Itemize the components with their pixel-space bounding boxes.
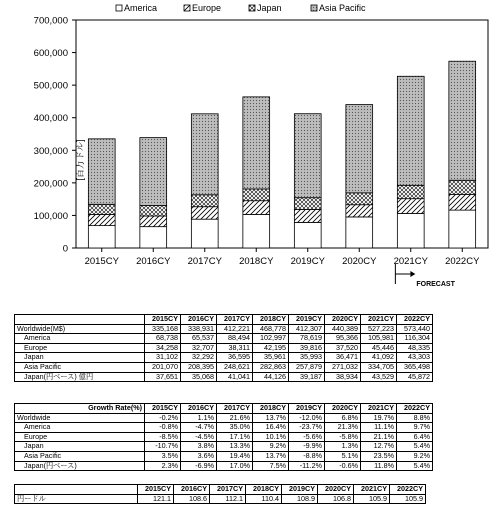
bar-segment-asia-pacific — [243, 97, 270, 189]
bar-segment-america — [294, 222, 321, 248]
fx-header-col: 2022CY — [390, 485, 426, 495]
bar-segment-america — [397, 213, 424, 248]
table-row — [15, 343, 433, 353]
fx-header-col: 2016CY — [174, 485, 210, 495]
bar-segment-asia-pacific — [140, 138, 167, 206]
table-cell: 32,292 — [181, 353, 217, 363]
table-cell: 19.7% — [361, 413, 397, 423]
market-header-col: 2021CY — [361, 315, 397, 325]
table-cell: 3.6% — [181, 451, 217, 461]
table-cell: 13.7% — [253, 413, 289, 423]
x-tick-label: 2017CY — [187, 256, 222, 267]
x-tick-label: 2021CY — [393, 256, 428, 267]
x-tick-label: 2015CY — [84, 256, 119, 267]
growth-header-col: 2019CY — [289, 404, 325, 414]
market-header-col: 2022CY — [397, 315, 433, 325]
table-cell: 21.3% — [325, 423, 361, 433]
bar-segment-asia-pacific — [449, 61, 476, 180]
table-cell: 35.0% — [217, 423, 253, 433]
legend — [116, 3, 366, 13]
table-cell: 43,303 — [397, 353, 433, 363]
bar-segment-america — [88, 226, 115, 248]
table-row — [15, 432, 433, 442]
table-cell: -23.7% — [289, 423, 325, 433]
table-cell: -4.5% — [181, 432, 217, 442]
y-tick-label: 100,000 — [33, 210, 68, 222]
table-cell: 45,446 — [361, 343, 397, 353]
market-header-col: 2015CY — [145, 315, 181, 325]
table-cell: 34,258 — [145, 343, 181, 353]
table-cell: 9.7% — [397, 423, 433, 433]
row-label: America — [15, 423, 145, 433]
growth-header-col: 2020CY — [325, 404, 361, 414]
table-cell: 5.4% — [397, 442, 433, 452]
table-cell: 248,621 — [217, 362, 253, 372]
table-cell: 2.3% — [145, 461, 181, 471]
table-cell: 334,705 — [361, 362, 397, 372]
table-cell: 412,307 — [289, 324, 325, 334]
table-cell: 9.2% — [253, 442, 289, 452]
forecast-label: FORECAST — [416, 281, 455, 288]
market-header-col: 2016CY — [181, 315, 217, 325]
table-cell: -12.0% — [289, 413, 325, 423]
bar-segment-america — [243, 214, 270, 248]
x-tick-label: 2020CY — [342, 256, 377, 267]
table-cell: -11.2% — [289, 461, 325, 471]
table-cell: 65,537 — [181, 334, 217, 344]
growth-header-row — [15, 404, 433, 414]
table-cell: 11.1% — [361, 423, 397, 433]
table-cell: 108.6 — [174, 494, 210, 504]
table-cell: 37,651 — [145, 372, 181, 382]
plot-area — [76, 20, 488, 248]
bar-segment-europe — [191, 207, 218, 219]
exchange-rate-table — [14, 484, 426, 504]
growth-header-col: 2018CY — [253, 404, 289, 414]
y-tick-label: 300,000 — [33, 145, 68, 157]
fx-header-row — [15, 485, 426, 495]
y-tick-label: 200,000 — [33, 178, 68, 190]
table-cell: 32,707 — [181, 343, 217, 353]
bar-segment-europe — [346, 205, 373, 217]
table-cell: 39,187 — [289, 372, 325, 382]
fx-header-col: 2020CY — [318, 485, 354, 495]
table-cell: 110.4 — [246, 494, 282, 504]
table-cell: 23.5% — [361, 451, 397, 461]
table-row — [15, 324, 433, 334]
table-cell: -0.8% — [145, 423, 181, 433]
market-header-col: 2020CY — [325, 315, 361, 325]
table-cell: 121.1 — [138, 494, 174, 504]
table-cell: 412,221 — [217, 324, 253, 334]
table-cell: 105.9 — [390, 494, 426, 504]
bars — [88, 61, 475, 248]
table-cell: 45,872 — [397, 372, 433, 382]
bar-segment-america — [346, 217, 373, 248]
row-label: Japan(円ベース) — [15, 461, 145, 471]
table-cell: 68,738 — [145, 334, 181, 344]
table-cell: 19.4% — [217, 451, 253, 461]
table-cell: 36,595 — [217, 353, 253, 363]
growth-header-col: 2017CY — [217, 404, 253, 414]
growth-header-col: 2016CY — [181, 404, 217, 414]
table-cell: 35,993 — [289, 353, 325, 363]
market-header-col: 2018CY — [253, 315, 289, 325]
fx-header-col: 2019CY — [282, 485, 318, 495]
y-axis — [34, 16, 76, 255]
bar-segment-japan — [191, 195, 218, 207]
table-cell: 6.4% — [397, 432, 433, 442]
table-cell: 5.1% — [325, 451, 361, 461]
table-cell: 9.2% — [397, 451, 433, 461]
y-tick-label: 400,000 — [33, 113, 68, 125]
bar-segment-asia-pacific — [191, 114, 218, 195]
growth-header-col: 2015CY — [145, 404, 181, 414]
table-row — [15, 442, 433, 452]
growth-rate-table — [14, 403, 433, 471]
legend-item-europe — [184, 3, 221, 13]
bar-segment-europe — [140, 216, 167, 227]
legend-label-europe: Europe — [192, 3, 222, 13]
row-label: Japan(円ベース) 億円 — [15, 372, 145, 382]
growth-header-col: 2021CY — [361, 404, 397, 414]
bar-segment-asia-pacific — [294, 114, 321, 198]
table-cell: 338,931 — [181, 324, 217, 334]
bar-segment-asia-pacific — [397, 76, 424, 185]
table-cell: 36,471 — [325, 353, 361, 363]
table-cell: 42,195 — [253, 343, 289, 353]
table-cell: 41,092 — [361, 353, 397, 363]
table-cell: 43,529 — [361, 372, 397, 382]
bar-segment-japan — [88, 204, 115, 214]
y-tick-label: 700,000 — [33, 15, 68, 27]
table-cell: 257,879 — [289, 362, 325, 372]
table-cell: 31,102 — [145, 353, 181, 363]
table-cell: 78,619 — [289, 334, 325, 344]
table-cell: 105.9 — [354, 494, 390, 504]
row-label: Japan — [15, 353, 145, 363]
bar-segment-japan — [243, 189, 270, 201]
table-cell: 95,366 — [325, 334, 361, 344]
table-cell: 41,041 — [217, 372, 253, 382]
table-cell: 21.1% — [361, 432, 397, 442]
fx-header-col: 2017CY — [210, 485, 246, 495]
bar-segment-japan — [294, 198, 321, 210]
table-cell: 88,494 — [217, 334, 253, 344]
row-label: Worldwide — [15, 413, 145, 423]
table-cell: 106.8 — [318, 494, 354, 504]
table-cell: -0.6% — [325, 461, 361, 471]
bar-segment-europe — [88, 214, 115, 225]
y-tick-label: 0 — [62, 243, 68, 255]
legend-label-asia-pacific: Asia Pacific — [319, 3, 366, 13]
table-cell: 38,311 — [217, 343, 253, 353]
table-row — [15, 372, 433, 382]
market-header-col: 2019CY — [289, 315, 325, 325]
bar-segment-japan — [397, 185, 424, 198]
market-header-blank — [15, 315, 145, 325]
bar-segment-europe — [397, 199, 424, 214]
fx-header-col: 2021CY — [354, 485, 390, 495]
table-cell: 11.8% — [361, 461, 397, 471]
table-cell: -0.2% — [145, 413, 181, 423]
row-label: Asia Pacific — [15, 451, 145, 461]
fx-header-col: 2015CY — [138, 485, 174, 495]
bar-segment-japan — [346, 193, 373, 205]
table-row — [15, 353, 433, 363]
y-axis-title: [百万ドル] — [75, 139, 85, 181]
table-row — [15, 334, 433, 344]
table-cell: 282,863 — [253, 362, 289, 372]
table-cell: 17.1% — [217, 432, 253, 442]
market-size-table — [14, 314, 433, 382]
row-label: Europe — [15, 432, 145, 442]
table-cell: 16.4% — [253, 423, 289, 433]
x-tick-label: 2018CY — [239, 256, 274, 267]
table-cell: 21.6% — [217, 413, 253, 423]
legend-label-japan: Japan — [257, 3, 282, 13]
x-tick-label: 2022CY — [445, 256, 480, 267]
table-cell: 3.8% — [181, 442, 217, 452]
table-cell: 102,997 — [253, 334, 289, 344]
bar-segment-america — [191, 219, 218, 248]
table-cell: -5.8% — [325, 432, 361, 442]
table-cell: 440,389 — [325, 324, 361, 334]
bar-segment-europe — [294, 209, 321, 222]
table-cell: 201,070 — [145, 362, 181, 372]
table-cell: 3.5% — [145, 451, 181, 461]
table-cell: 5.4% — [397, 461, 433, 471]
table-cell: 208,395 — [181, 362, 217, 372]
table-cell: 35,961 — [253, 353, 289, 363]
table-cell: 271,032 — [325, 362, 361, 372]
bar-segment-europe — [449, 194, 476, 210]
y-tick-label: 600,000 — [33, 48, 68, 60]
x-axis — [85, 248, 480, 267]
x-tick-label: 2016CY — [136, 256, 171, 267]
table-cell: 1.1% — [181, 413, 217, 423]
bar-segment-america — [449, 210, 476, 248]
legend-label-america: America — [124, 3, 158, 13]
growth-header-col: 2022CY — [397, 404, 433, 414]
table-cell: 527,223 — [361, 324, 397, 334]
row-label: America — [15, 334, 145, 344]
table-cell: -8.8% — [289, 451, 325, 461]
table-cell: 116,304 — [397, 334, 433, 344]
x-tick-label: 2019CY — [290, 256, 325, 267]
table-cell: 38,934 — [325, 372, 361, 382]
table-row — [15, 413, 433, 423]
bar-segment-asia-pacific — [88, 139, 115, 204]
table-cell: -10.7% — [145, 442, 181, 452]
table-cell: 6.8% — [325, 413, 361, 423]
table-cell: 7.5% — [253, 461, 289, 471]
market-header-row — [15, 315, 433, 325]
table-cell: -5.6% — [289, 432, 325, 442]
legend-item-japan — [249, 3, 282, 13]
bar-segment-japan — [449, 180, 476, 194]
fx-header-blank — [15, 485, 138, 495]
table-cell: 17.0% — [217, 461, 253, 471]
row-label: Europe — [15, 343, 145, 353]
bar-segment-asia-pacific — [346, 105, 373, 193]
table-cell: 13.3% — [217, 442, 253, 452]
table-cell: -9.9% — [289, 442, 325, 452]
bar-segment-japan — [140, 205, 167, 216]
table-cell: 10.1% — [253, 432, 289, 442]
table-cell: 573,440 — [397, 324, 433, 334]
forecast-marker — [395, 264, 455, 288]
table-row — [15, 461, 433, 471]
table-cell: -6.9% — [181, 461, 217, 471]
table-cell: 35,068 — [181, 372, 217, 382]
bar-segment-america — [140, 227, 167, 248]
table-cell: 335,168 — [145, 324, 181, 334]
table-cell: 12.7% — [361, 442, 397, 452]
table-cell: 44,126 — [253, 372, 289, 382]
row-label: Worldwide(M$) — [15, 324, 145, 334]
fx-header-col: 2018CY — [246, 485, 282, 495]
table-cell: 39,816 — [289, 343, 325, 353]
growth-table-title: Growth Rate(%) — [15, 404, 145, 414]
table-row — [15, 494, 426, 504]
table-cell: -4.7% — [181, 423, 217, 433]
table-cell: 48,335 — [397, 343, 433, 353]
market-header-col: 2017CY — [217, 315, 253, 325]
table-cell: 8.8% — [397, 413, 433, 423]
legend-item-america — [116, 3, 157, 13]
table-row — [15, 451, 433, 461]
table-cell: 468,778 — [253, 324, 289, 334]
y-tick-label: 500,000 — [33, 80, 68, 92]
row-label: Asia Pacific — [15, 362, 145, 372]
table-cell: 105,981 — [361, 334, 397, 344]
table-cell: 108.9 — [282, 494, 318, 504]
row-label: 円ードル — [15, 494, 138, 504]
bar-segment-europe — [243, 201, 270, 215]
table-cell: -8.5% — [145, 432, 181, 442]
table-cell: 13.7% — [253, 451, 289, 461]
legend-item-asia-pacific — [311, 3, 366, 13]
row-label: Japan — [15, 442, 145, 452]
table-row — [15, 423, 433, 433]
table-row — [15, 362, 433, 372]
table-cell: 1.3% — [325, 442, 361, 452]
table-cell: 365,498 — [397, 362, 433, 372]
table-cell: 37,520 — [325, 343, 361, 353]
table-cell: 112.1 — [210, 494, 246, 504]
